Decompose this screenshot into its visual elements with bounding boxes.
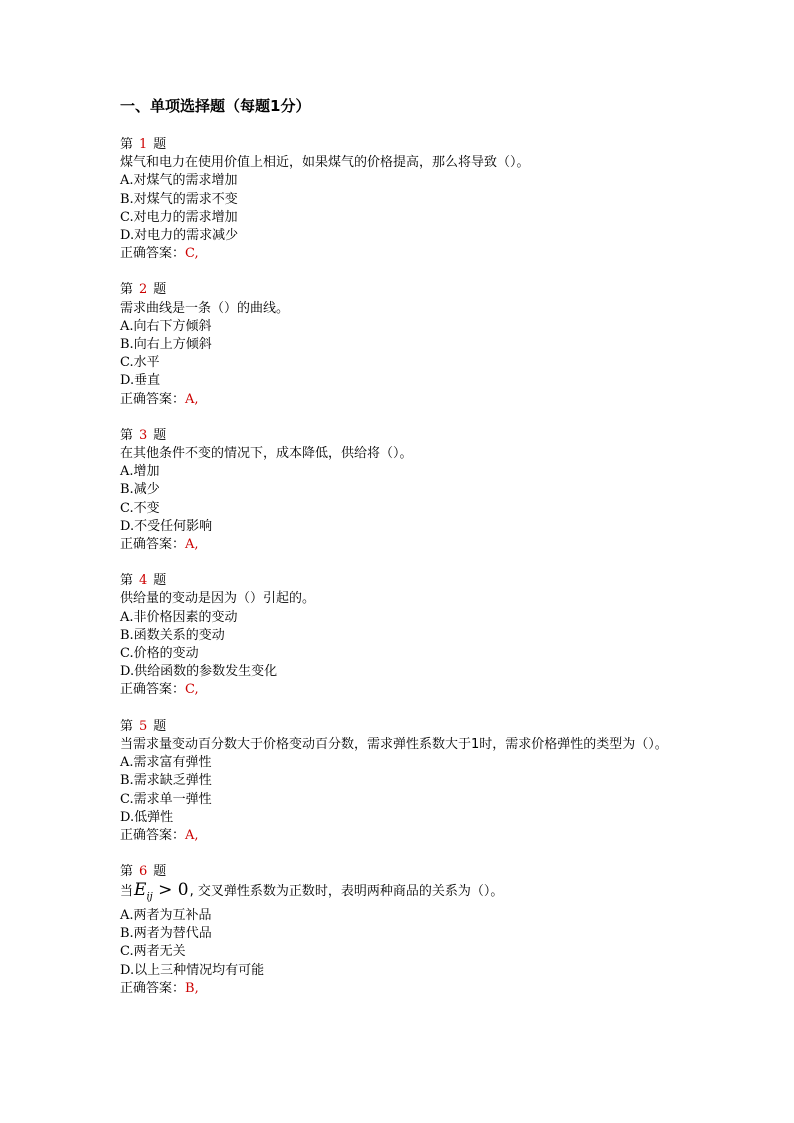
question-6 <box>120 863 680 998</box>
answer-value: A, <box>185 537 199 553</box>
question-prefix: 第 <box>120 137 134 152</box>
option-c <box>120 500 680 518</box>
question-suffix: 题 <box>153 137 167 152</box>
option-text: 需求单一弹性 <box>133 791 212 807</box>
question-header <box>120 136 680 154</box>
option-text: 两者无关 <box>133 944 186 960</box>
option-letter: B. <box>120 773 134 789</box>
option-a <box>120 609 680 627</box>
question-suffix: 题 <box>153 282 167 298</box>
option-b <box>120 481 680 499</box>
question-header <box>120 281 680 299</box>
option-d <box>120 518 680 536</box>
answer-value: C, <box>185 682 199 698</box>
question-stem: 煤气和电力在使用价值上相近，如果煤气的价格提高，那么将导致（）。 <box>120 155 530 171</box>
option-letter: D. <box>120 962 135 978</box>
answer-label: 正确答案： <box>120 682 186 698</box>
question-prefix: 第 <box>120 427 134 443</box>
option-text: 非价格因素的变动 <box>133 609 238 625</box>
stem-before: 当 <box>120 884 134 900</box>
option-text: 对电力的需求减少 <box>134 228 239 244</box>
formula-relation: > 0 <box>152 880 189 901</box>
answer-label: 正确答案： <box>120 827 186 843</box>
question-number: 5 <box>139 718 148 734</box>
question-suffix: 题 <box>153 718 167 734</box>
option-text: 需求富有弹性 <box>133 755 212 771</box>
option-a <box>120 463 680 481</box>
question-stem: 在其他条件不变的情况下，成本降低，供给将（）。 <box>120 446 413 462</box>
option-b <box>120 925 680 943</box>
question-prefix: 第 <box>120 282 134 298</box>
answer-value: A, <box>185 827 199 843</box>
question-suffix: 题 <box>153 427 167 443</box>
option-d <box>120 809 680 827</box>
option-c <box>120 209 680 227</box>
option-letter: D. <box>120 373 135 389</box>
question-header <box>120 427 680 445</box>
option-b <box>120 772 680 790</box>
option-text: 对煤气的需求不变 <box>133 191 238 207</box>
option-c <box>120 354 680 372</box>
option-text: 对煤气的需求增加 <box>133 173 238 189</box>
option-a <box>120 318 680 336</box>
question-3 <box>120 427 680 554</box>
question-header <box>120 718 680 736</box>
question-2 <box>120 281 680 408</box>
answer-line <box>120 827 680 845</box>
option-letter: A. <box>120 318 134 334</box>
option-a <box>120 172 680 190</box>
question-suffix: 题 <box>153 573 167 589</box>
question-header <box>120 572 680 590</box>
question-prefix: 第 <box>120 573 134 589</box>
answer-label: 正确答案： <box>120 391 186 407</box>
option-text: 需求缺乏弹性 <box>133 773 212 789</box>
option-text: 供给函数的参数发生变化 <box>134 664 278 680</box>
answer-label: 正确答案： <box>120 246 186 262</box>
option-c <box>120 645 680 663</box>
question-number: 4 <box>139 573 148 589</box>
option-letter: B. <box>120 337 134 353</box>
option-text: 减少 <box>133 482 160 498</box>
option-letter: D. <box>120 809 135 825</box>
option-text: 两者为替代品 <box>133 926 212 942</box>
option-letter: C. <box>120 500 134 516</box>
option-a <box>120 754 680 772</box>
answer-value: C, <box>185 246 199 262</box>
question-stem <box>120 881 680 907</box>
option-letter: D. <box>120 664 135 680</box>
answer-label: 正确答案： <box>120 980 186 996</box>
answer-line <box>120 980 680 998</box>
option-letter: A. <box>120 173 134 189</box>
answer-line <box>120 391 680 409</box>
option-text: 以上三种情况均有可能 <box>134 962 265 978</box>
option-text: 价格的变动 <box>133 646 199 662</box>
question-1 <box>120 136 680 263</box>
option-text: 垂直 <box>134 373 161 389</box>
question-number: 2 <box>139 282 148 298</box>
option-b <box>120 191 680 209</box>
option-letter: C. <box>120 355 134 371</box>
elasticity-formula <box>134 880 189 903</box>
question-suffix: 题 <box>153 864 167 880</box>
option-letter: D. <box>120 518 135 534</box>
option-letter: A. <box>120 907 134 923</box>
option-text: 函数关系的变动 <box>133 627 225 643</box>
option-c <box>120 943 680 961</box>
question-number: 6 <box>139 864 148 880</box>
option-text: 低弹性 <box>134 809 174 825</box>
option-b <box>120 627 680 645</box>
answer-label: 正确答案： <box>120 537 186 553</box>
question-number: 1 <box>139 137 148 152</box>
option-text: 不变 <box>133 500 160 516</box>
option-letter: B. <box>120 191 134 207</box>
question-prefix: 第 <box>120 864 134 880</box>
answer-line <box>120 536 680 554</box>
option-letter: B. <box>120 482 134 498</box>
question-4 <box>120 572 680 699</box>
option-text: 向右上方倾斜 <box>133 337 212 353</box>
option-text: 向右下方倾斜 <box>133 318 212 334</box>
answer-line <box>120 245 680 263</box>
option-text: 增加 <box>133 464 160 480</box>
option-text: 不受任何影响 <box>134 518 213 534</box>
option-text: 对电力的需求增加 <box>133 209 238 225</box>
option-letter: C. <box>120 791 134 807</box>
option-b <box>120 336 680 354</box>
option-text: 两者为互补品 <box>133 907 212 923</box>
formula-variable: E <box>134 880 147 901</box>
option-letter: D. <box>120 228 135 244</box>
question-header <box>120 863 680 881</box>
question-stem: 供给量的变动是因为（）引起的。 <box>120 591 316 607</box>
answer-value: A, <box>185 391 199 407</box>
question-stem: 当需求量变动百分数大于价格变动百分数，需求弹性系数大于1时，需求价格弹性的类型为（）。 <box>120 736 668 752</box>
option-d <box>120 962 680 980</box>
option-a <box>120 907 680 925</box>
section-title: 一、单项选择题（每题1分） <box>120 97 311 115</box>
question-number: 3 <box>139 427 148 443</box>
option-letter: A. <box>120 464 134 480</box>
document-page <box>120 96 680 1016</box>
question-prefix: 第 <box>120 718 134 734</box>
option-letter: C. <box>120 209 134 225</box>
stem-after: , 交叉弹性系数为正数时，表明两种商品的关系为（）。 <box>189 884 504 900</box>
question-5 <box>120 718 680 845</box>
option-letter: B. <box>120 627 134 643</box>
option-letter: B. <box>120 926 134 942</box>
option-letter: C. <box>120 646 134 662</box>
answer-line <box>120 681 680 699</box>
option-letter: A. <box>120 755 134 771</box>
option-text: 水平 <box>133 355 160 371</box>
option-d <box>120 227 680 245</box>
formula-subscript: ij <box>146 891 153 903</box>
option-letter: C. <box>120 944 134 960</box>
option-letter: A. <box>120 609 134 625</box>
answer-value: B, <box>185 980 199 996</box>
option-c <box>120 791 680 809</box>
option-d <box>120 372 680 390</box>
option-d <box>120 663 680 681</box>
question-stem: 需求曲线是一条（）的曲线。 <box>120 300 290 316</box>
